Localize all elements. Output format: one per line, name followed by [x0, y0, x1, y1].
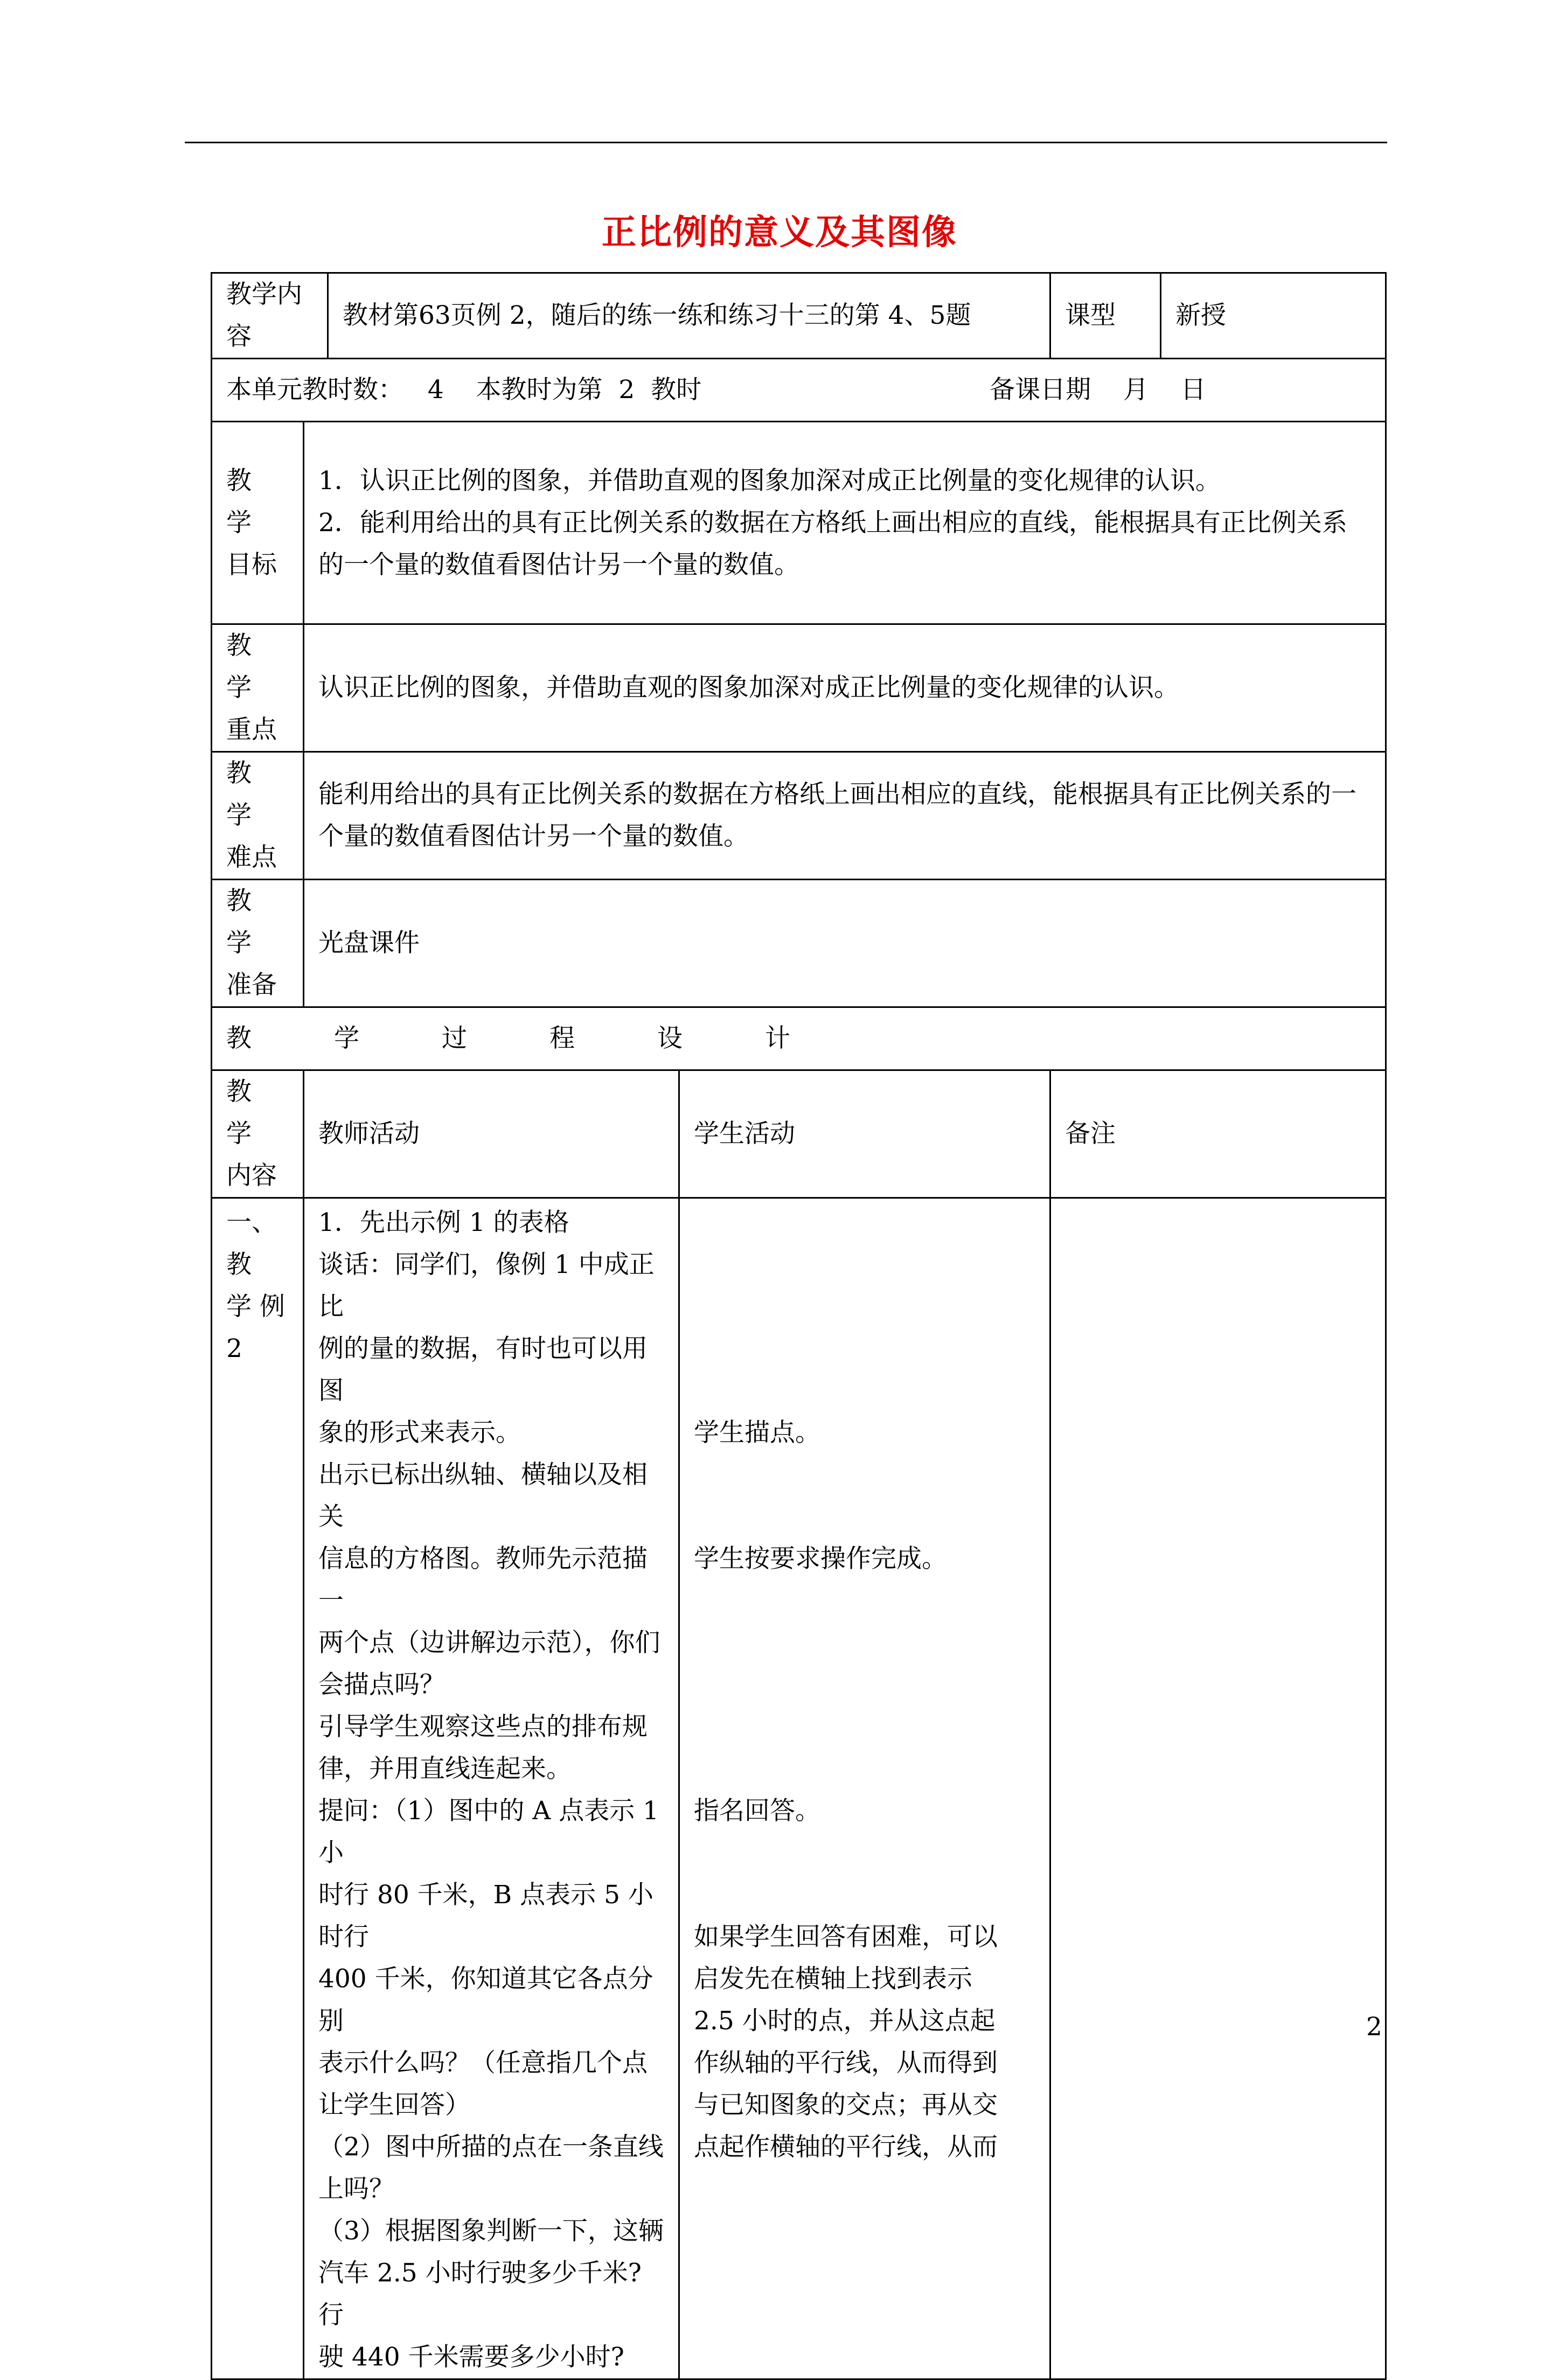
row-key-points — [212, 624, 1386, 752]
page-number: 2 — [1366, 2012, 1382, 2042]
row-preparation — [212, 880, 1386, 1007]
difficulties-text: 能利用给出的具有正比例关系的数据在方格纸上画出相应的直线，能根据具有正比例关系的一个量的数值看图估计另一个量的数值。 — [304, 752, 1386, 880]
difficulties-label: 教 学 难点 — [212, 752, 304, 880]
preparation-label: 教 学 准备 — [212, 880, 304, 1007]
row-process-heading — [212, 1007, 1386, 1070]
section-notes — [1050, 1198, 1386, 2379]
section-student: 学生描点。 学生按要求操作完成。 指名回答。 如果学生回答有困难，可以 启发先在横轴上找到表示 2.5 小时的点，并从这点起 作纵轴的平行线，从而得到 与已知图象的交点；再从交 点起作横轴的平行线，从而 — [679, 1198, 1050, 2379]
goals-text: 1．认识正比例的图象，并借助直观的图象加深对成正比例量的变化规律的认识。 2．能利用给出的具有正比例关系的数据在方格纸上画出相应的直线，能根据具有正比例关系的一个量的数值看图估计另一个量的数值。 — [304, 422, 1386, 624]
col-content-header: 教 学 内容 — [212, 1070, 304, 1198]
header-rule — [185, 142, 1387, 143]
row-section-1 — [212, 1198, 1386, 2379]
col-teacher-header: 教师活动 — [304, 1070, 679, 1198]
type-value: 新授 — [1161, 273, 1386, 359]
row-schedule — [212, 359, 1386, 422]
section-teacher: 1．先出示例 1 的表格 谈话：同学们，像例 1 中成正比 例的量的数据，有时也可以用图 象的形式来表示。 出示已标出纵轴、横轴以及相关 信息的方格图。教师先示范描一 两个点（边讲解边示范），你们 会描点吗？ 引导学生观察这些点的排布规 律，并用直线连起来。 提问：（1）图中的 A 点表示 1 小 时行 80 千米，B 点表示 5 小时行 400 千米，你知道其它各点分别 表示什么吗？（任意指几个点 让学生回答） （2）图中所描的点在一条直线 上吗？ （3）根据图象判断一下，这辆 汽车 2.5 小时行驶多少千米?行 驶 440 千米需要多少小时? — [304, 1198, 679, 2379]
content-label: 教学内容 — [212, 273, 328, 359]
col-notes-header: 备注 — [1050, 1070, 1386, 1198]
preparation-text: 光盘课件 — [304, 880, 1386, 1007]
key-points-text: 认识正比例的图象，并借助直观的图象加深对成正比例量的变化规律的认识。 — [304, 624, 1386, 752]
page-title: 正比例的意义及其图像 — [602, 212, 957, 253]
col-student-header: 学生活动 — [679, 1070, 1050, 1198]
type-label: 课型 — [1050, 273, 1161, 359]
unit-hours: 本单元教时数： 4 本教时为第 2 教时 — [226, 375, 702, 405]
row-difficulties — [212, 752, 1386, 880]
content-value: 教材第63页例 2，随后的练一练和练习十三的第 4、5题 — [328, 273, 1050, 359]
key-points-label: 教 学 重点 — [212, 624, 304, 752]
row-goals — [212, 422, 1386, 624]
section-content: 一、教 学 例 2 — [212, 1198, 304, 2379]
process-heading: 教 学 过 程 设 计 — [212, 1007, 1386, 1070]
prep-date: 备课日期 月 日 — [990, 375, 1206, 405]
lesson-plan-table — [211, 272, 1387, 2380]
goals-label: 教 学 目标 — [212, 422, 304, 624]
row-content — [212, 273, 1386, 359]
schedule-cell — [212, 359, 1386, 422]
row-process-columns — [212, 1070, 1386, 1198]
